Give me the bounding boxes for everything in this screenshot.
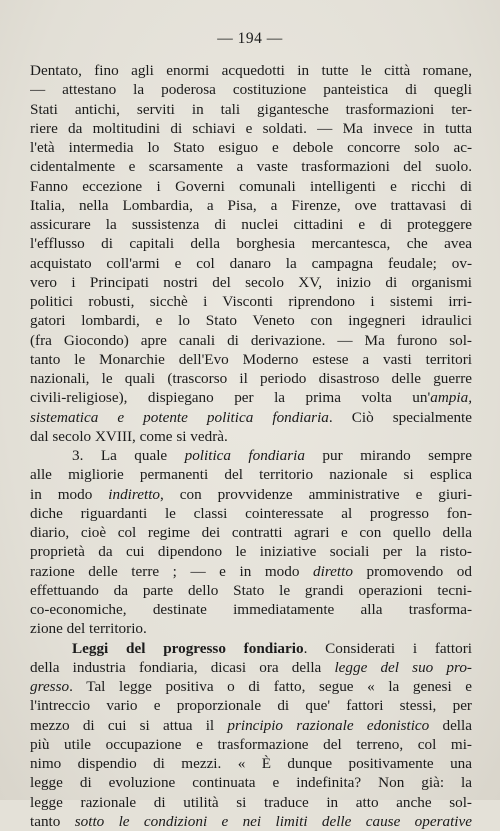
text-line: nimo dispendio di mezzi. « È dunque positivamente una xyxy=(30,754,472,773)
text-line: Stati antichi, serviti in tali gigantesche trasformazioni ter- xyxy=(30,100,472,119)
text-line: più utile occupazione e trasformazione del terreno, col mi- xyxy=(30,735,472,754)
text-line: l'intreccio vario e proporzionale di que' fattori stessi, per xyxy=(30,696,472,715)
text-line: Italia, nella Lombardia, a Pisa, a Firenze, ove trattavasi di xyxy=(30,196,472,215)
text-line xyxy=(30,677,472,696)
bold-heading-run: Leggi del progresso fondiario xyxy=(72,640,304,657)
italic-run: indiretto xyxy=(108,486,160,503)
text-line: nazionali, le quali (trascorso il periodo disastroso delle guerre xyxy=(30,369,472,388)
text-line xyxy=(30,639,472,658)
text-line: l'età intermedia lo Stato esiguo e debole concorre solo ac- xyxy=(30,138,472,157)
text-run: civili-religiose), dispiegano per la prima volta un' xyxy=(30,389,430,406)
text-run: in modo xyxy=(30,486,108,503)
page-text xyxy=(30,61,472,831)
paragraph-2 xyxy=(30,446,472,639)
text-line xyxy=(30,408,472,427)
text-run: 3. La quale xyxy=(72,447,185,464)
italic-run: politica fondiaria xyxy=(185,447,305,464)
text-run: . Considerati i fattori xyxy=(304,640,472,657)
text-line xyxy=(30,658,472,677)
text-line: gatori lombardi, e lo Stato Veneto con ingegneri idraulici xyxy=(30,311,472,330)
text-line: zione del territorio. xyxy=(30,619,472,638)
italic-run: sistematica e potente politica fondiaria xyxy=(30,409,329,426)
text-run: razione delle terre ; — e in modo xyxy=(30,563,313,580)
text-line: riere da moltitudini di schiavi e soldati. — Ma invece in tutta xyxy=(30,119,472,138)
text-line: Fanno eccezione i Governi comunali intelligenti e ricchi di xyxy=(30,177,472,196)
text-line: diario, cioè col regime dei contratti agrari e con quello della xyxy=(30,523,472,542)
text-run: tanto xyxy=(30,813,75,830)
text-line: l'efflusso di capitali della borghesia mercantesca, che avea xyxy=(30,234,472,253)
italic-run: legge del suo pro- xyxy=(334,659,472,676)
text-line: alle migliorie permanenti del territorio nazionale si esplica xyxy=(30,465,472,484)
text-line xyxy=(30,388,472,407)
italic-run: sotto le condizioni e nei limiti delle cause operative xyxy=(75,813,472,830)
text-line: co-economiche, destinate immediatamente alla trasforma- xyxy=(30,600,472,619)
text-line: legge razionale di utilità si traduce in atto anche sol- xyxy=(30,793,472,812)
text-line xyxy=(30,562,472,581)
text-run: della xyxy=(429,717,472,734)
page-number: — 194 — xyxy=(0,29,500,49)
text-line: proprietà da cui dipendono le iniziative sociali per la risto- xyxy=(30,542,472,561)
text-line: diche riguardanti le classi cointeressate al progresso fon- xyxy=(30,504,472,523)
text-line xyxy=(30,446,472,465)
text-line: politici robusti, sicchè i Visconti riprendono i sistemi irri- xyxy=(30,292,472,311)
paragraph-1 xyxy=(30,61,472,446)
italic-run: gresso xyxy=(30,678,69,695)
italic-run: principio razionale edonistico xyxy=(227,717,429,734)
text-line: legge di evoluzione continuata e indefinita? Non già: la xyxy=(30,773,472,792)
text-run: , con provvidenze amministrative e giuri- xyxy=(160,486,472,503)
text-line: acquistato coll'armi e col danaro la campagna feudale; ov- xyxy=(30,254,472,273)
text-line: tanto le Monarchie dell'Evo Moderno estese a vasti territori xyxy=(30,350,472,369)
italic-run: diretto xyxy=(313,563,353,580)
text-run: . Ciò specialmente xyxy=(329,409,472,426)
text-line: cidentalmente e scarsamente a vaste trasformazioni del suolo. xyxy=(30,157,472,176)
text-run: promovendo od xyxy=(353,563,472,580)
text-line: vero i Principati nostri del secolo XV, inizio di organismi xyxy=(30,273,472,292)
text-line xyxy=(30,485,472,504)
text-line: dal secolo XVIII, come si vedrà. xyxy=(30,427,472,446)
text-run: mezzo di cui si attua il xyxy=(30,717,227,734)
text-run: della industria fondiaria, dicasi ora della xyxy=(30,659,334,676)
text-line: — attestano la poderosa costituzione panteistica di quegli xyxy=(30,80,472,99)
paragraph-3 xyxy=(30,639,472,831)
text-line xyxy=(30,716,472,735)
text-line: (fra Giocondo) apre canali di derivazione. — Ma furono sol- xyxy=(30,331,472,350)
italic-run: ampia, xyxy=(430,389,472,406)
text-line: effettuando da parte dello Stato le grandi operazioni tecni- xyxy=(30,581,472,600)
text-line: assicurare la sussistenza di nuclei cittadini e di proteggere xyxy=(30,215,472,234)
text-line: Dentato, fino agli enormi acquedotti in tutte le città romane, xyxy=(30,61,472,80)
text-line xyxy=(30,812,472,831)
text-run: pur mirando sempre xyxy=(305,447,472,464)
text-run: . Tal legge positiva o di fatto, segue « la genesi e xyxy=(69,678,472,695)
